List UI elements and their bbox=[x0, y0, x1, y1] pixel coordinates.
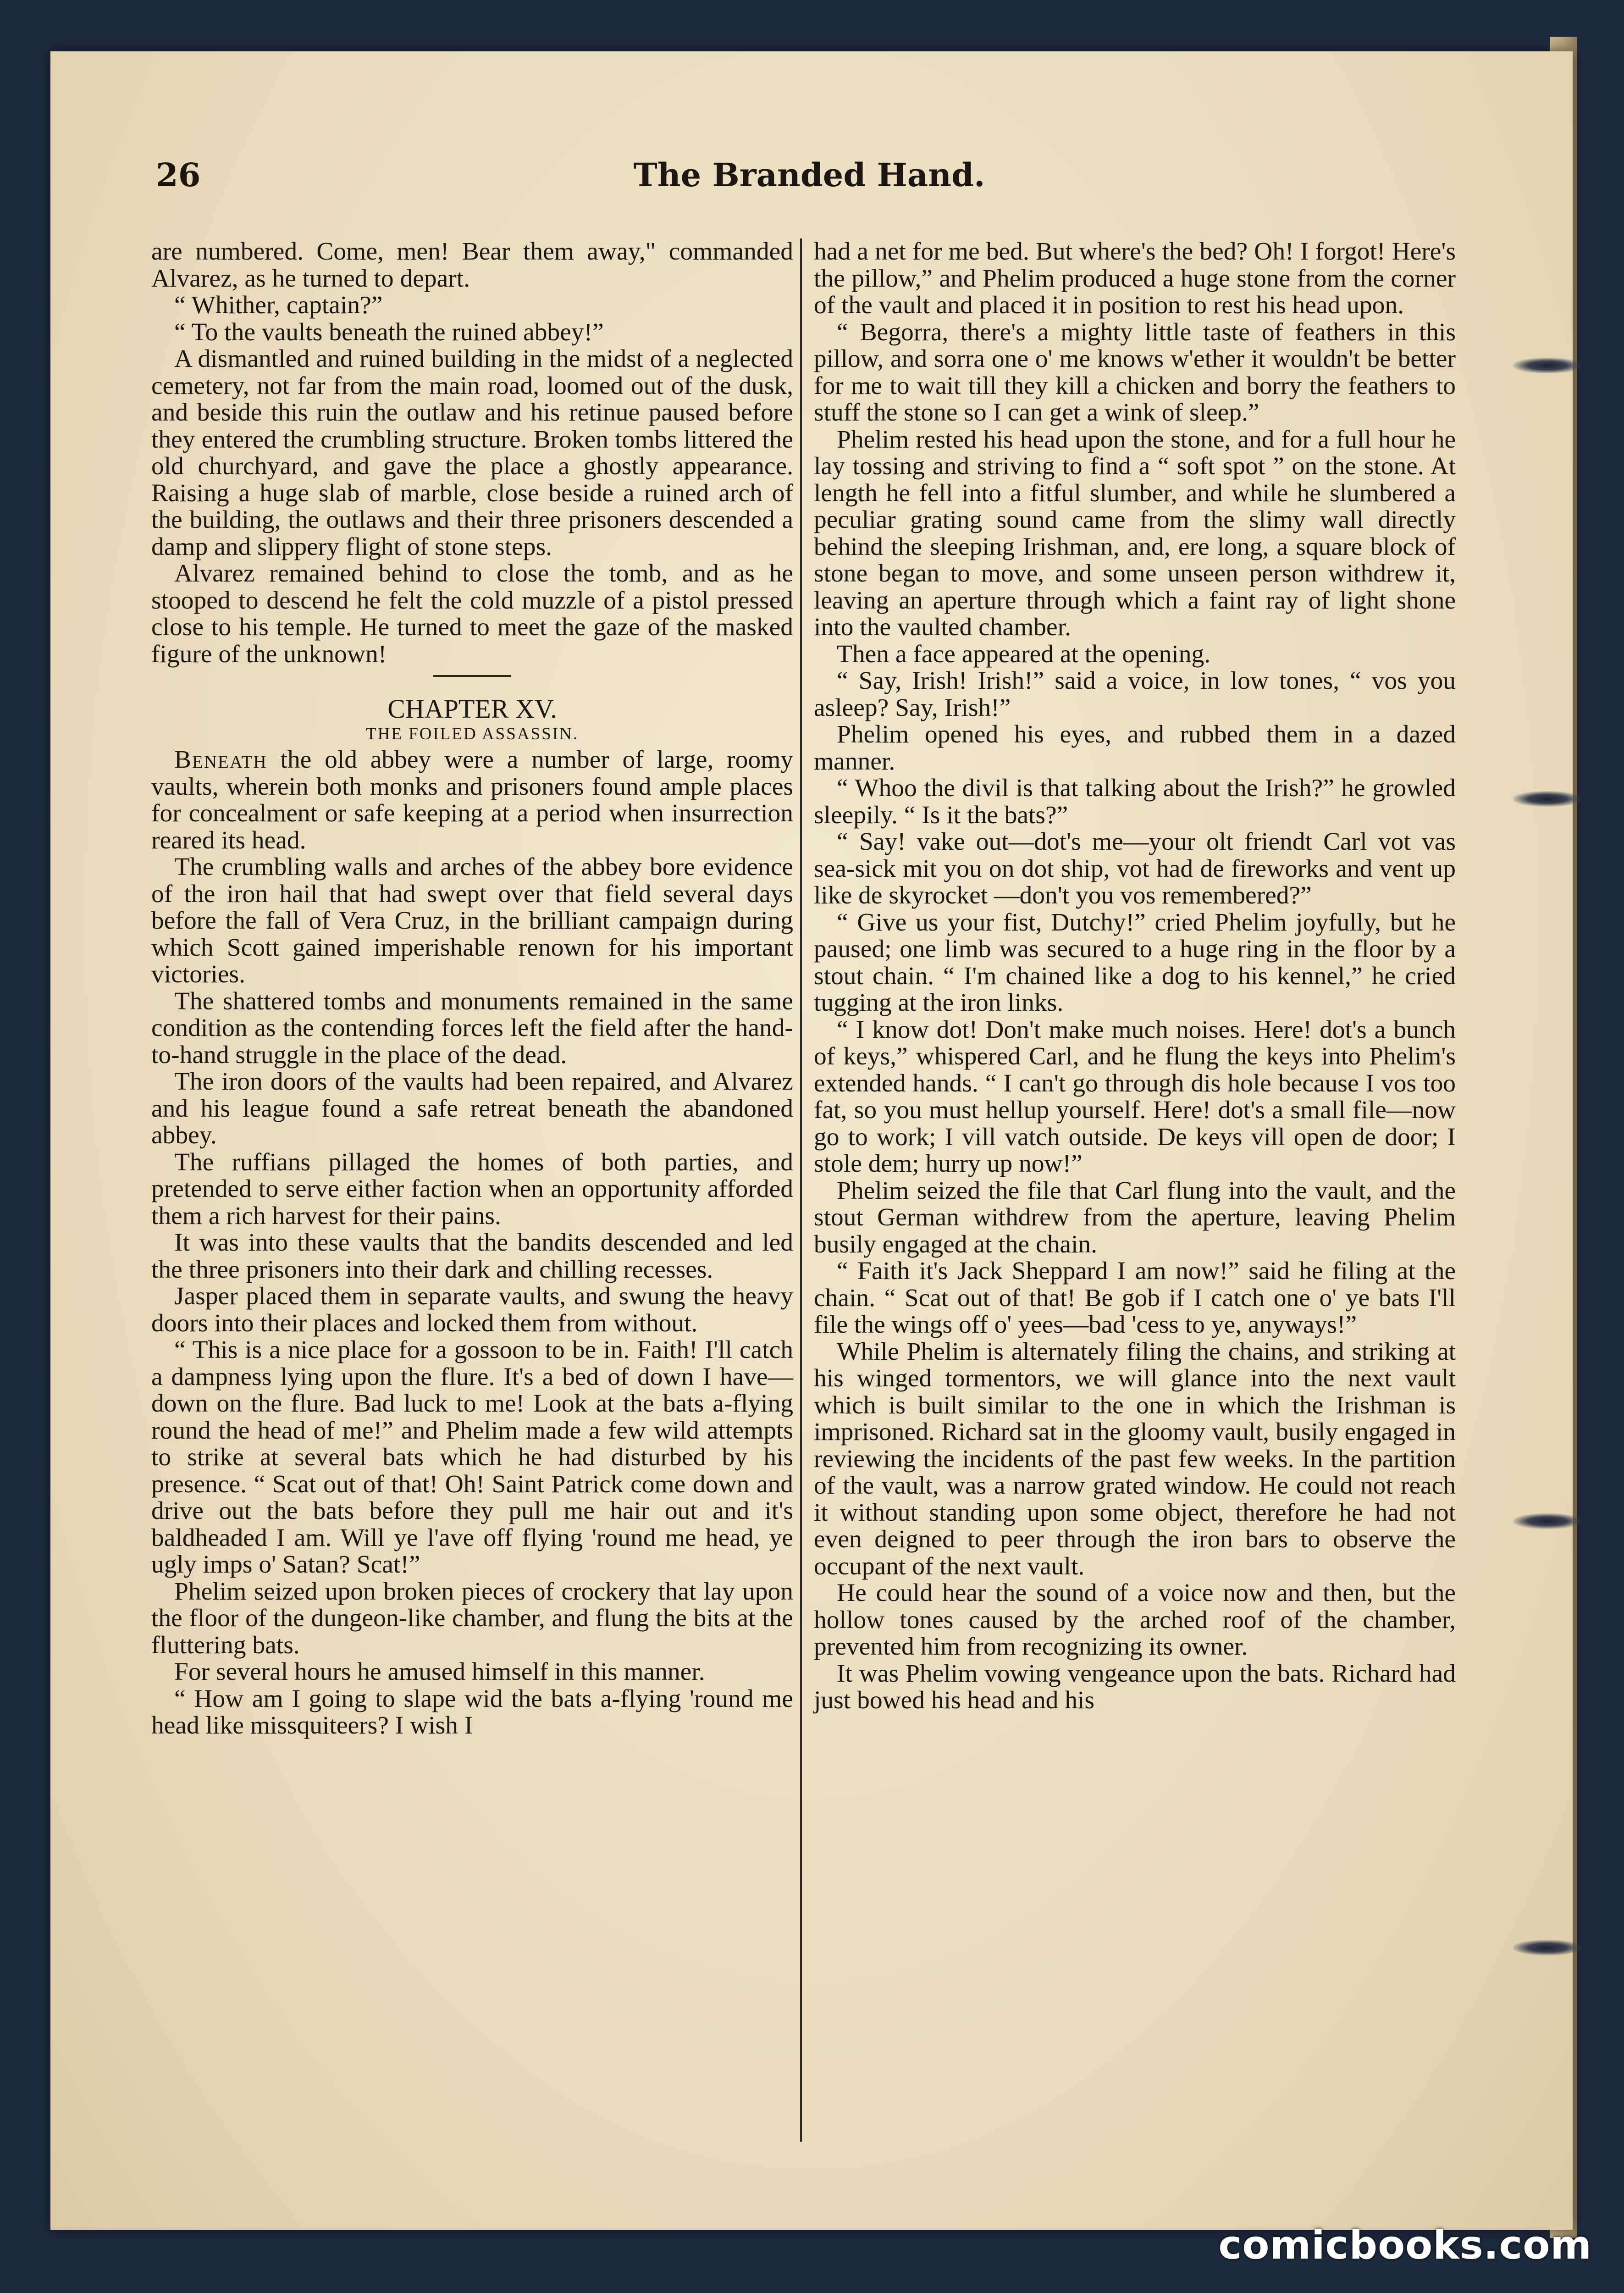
paragraph bbox=[151, 747, 793, 854]
paragraph: It was Phelim vowing vengeance upon the bats. Richard had just bowed his head and his bbox=[814, 1659, 1456, 1714]
paragraph: The ruffians pillaged the homes of both parties, and pretended to serve either faction when an opportunity afforded them a rich harvest for their pains. bbox=[151, 1148, 793, 1230]
paragraph: “ Say! vake out—dot's me—your olt friendt Carl vot vas sea-sick mit you on dot ship, vot had de fireworks and vent up like de skyrocket —don't you vos remembered?” bbox=[814, 828, 1456, 909]
chapter-divider-rule bbox=[433, 675, 511, 677]
paragraph: For several hours he amused himself in this manner. bbox=[174, 1658, 705, 1686]
paragraph: “ Whither, captain?” bbox=[174, 291, 383, 319]
paragraph: The shattered tombs and monuments remained in the same condition as the contending forces left the field after the hand-to-hand struggle in the place of the dead. bbox=[151, 987, 793, 1069]
paragraph: Jasper placed them in separate vaults, and swung the heavy doors into their places and locked them from without. bbox=[151, 1282, 793, 1337]
paragraph: had a net for me bed. But where's the bed? Oh! I forgot! Here's the pillow,” and Phelim produced a huge stone from the corner of the vault and placed it in position to rest his head upon. bbox=[814, 238, 1456, 319]
paragraph: He could hear the sound of a voice now and then, but the hollow tones caused by the arched roof of the chamber, prevented him from recognizing its owner. bbox=[814, 1579, 1456, 1661]
paragraph: Phelim opened his eyes, and rubbed them in a dazed manner. bbox=[814, 720, 1456, 775]
paragraph: “ Faith it's Jack Sheppard I am now!” said he filing at the chain. “ Scat out of that! Be gob if I catch one o' ye bats I'll file the wings off o' yees—bad 'cess to ye, anyways!” bbox=[814, 1257, 1456, 1339]
paragraph: A dismantled and ruined building in the midst of a neglected cemetery, not far from the main road, loomed out of the dusk, and beside this ruin the outlaw and his retinue paused before they entered the crumbling structure. Broken tombs littered the old churchyard, and gave the place a ghostly appearance. Raising a huge slab of marble, close beside a ruined arch of the building, the outlaws and their three prisoners descended a damp and slippery flight of stone steps. bbox=[151, 345, 793, 561]
binding-staple bbox=[1513, 1940, 1582, 1955]
paragraph: “ Whoo the divil is that talking about the Irish?” he growled sleepily. “ Is it the bats?” bbox=[814, 774, 1456, 829]
paragraph: are numbered. Come, men! Bear them away," commanded Alvarez, as he turned to depart. bbox=[151, 238, 793, 293]
binding-staple bbox=[1513, 791, 1582, 807]
binding-staple bbox=[1513, 358, 1582, 373]
paragraph: Alvarez remained behind to close the tomb, and as he stooped to descend he felt the cold muzzle of a pistol pressed close to his temple. He turned to meet the gaze of the masked figure of the unknown! bbox=[151, 559, 793, 668]
paragraph: It was into these vaults that the bandits descended and led the three prisoners into their dark and chilling recesses. bbox=[151, 1229, 793, 1284]
left-column bbox=[151, 238, 793, 2142]
running-title: The Branded Hand. bbox=[633, 156, 985, 194]
column-divider bbox=[800, 238, 802, 2142]
paragraph: Phelim seized the file that Carl flung into the vault, and the stout German withdrew from the aperture, leaving Phelim busily engaged at the chain. bbox=[814, 1176, 1456, 1258]
paragraph: “ Say, Irish! Irish!” said a voice, in low tones, “ vos you asleep? Say, Irish!” bbox=[814, 667, 1456, 722]
paragraph-text: the old abbey were a number of large, roomy vaults, wherein both monks and prisoners found ample places for concealment or safe keeping at a period when insurrection reared its head. bbox=[151, 746, 793, 854]
paragraph: “ Give us your fist, Dutchy!” cried Phelim joyfully, but he paused; one limb was secured to a huge ring in the floor by a stout chain. “ I'm chained like a dog to his kennel,” he cried tugging at the iron links. bbox=[814, 908, 1456, 1017]
chapter-subtitle: THE FOILED ASSASSIN. bbox=[366, 725, 579, 743]
paragraph: Phelim seized upon broken pieces of crockery that lay upon the floor of the dungeon-like chamber, and flung the bits at the fluttering bats. bbox=[151, 1577, 793, 1659]
paragraph: While Phelim is alternately filing the chains, and striking at his winged tormentors, we will glance into the next vault which is built similar to the one in which the Irishman is imprisoned. Richard sat in the gloomy vault, busily engaged in reviewing the incidents of the past few weeks. In the partition of the vault, was a narrow grated window. He could not reach it without standing upon some object, therefore he had not even deigned to peer through the iron bars to observe the occupant of the next vault. bbox=[814, 1337, 1456, 1580]
binding-staple bbox=[1513, 1513, 1582, 1529]
paragraph: Then a face appeared at the opening. bbox=[837, 640, 1211, 668]
paragraph: “ To the vaults beneath the ruined abbey!” bbox=[174, 318, 604, 346]
chapter-heading: CHAPTER XV. bbox=[387, 694, 557, 724]
paragraph: “ Begorra, there's a mighty little taste of feathers in this pillow, and sorra one o' me knows w'ether it wouldn't be better for me to wait till they kill a chicken and borry the feathers to stuff the stone so I can get a wink of sleep.” bbox=[814, 318, 1456, 426]
paragraph: The iron doors of the vaults had been repaired, and Alvarez and his league found a safe retreat beneath the abandoned abbey. bbox=[151, 1068, 793, 1149]
paragraph: The crumbling walls and arches of the abbey bore evidence of the iron hail that had swept over that field several days before the fall of Vera Cruz, in the brilliant campaign during which Scott gained imperishable renown for his important victories. bbox=[151, 853, 793, 988]
page-number: 26 bbox=[156, 156, 201, 194]
page-header bbox=[110, 156, 1508, 211]
right-column bbox=[814, 238, 1456, 2142]
paragraph: “ I know dot! Don't make much noises. Here! dot's a bunch of keys,” whispered Carl, and he flung the keys into Phelim's extended hands. “ I can't go through dis hole because I vos too fat, so you must hellup yourself. Here! dot's a small file—now go to work; I vill vatch outside. De keys vill open de door; I stole dem; hurry up now!” bbox=[814, 1015, 1456, 1178]
chapter-lead-word: Beneath bbox=[174, 746, 267, 774]
paragraph: “ This is a nice place for a gossoon to be in. Faith! I'll catch a dampness lying upon the flure. It's a bed of down I have—down on the flure. Bad luck to me! Look at the bats a-flying round the head of me!” and Phelim made a few wild attempts to strike at several bats which he had disturbed by his presence. “ Scat out of that! Oh! Saint Patrick come down and drive out the bats before they pull me hair out and it's baldheaded I am. Will ye l'ave off flying 'round me head, ye ugly imps o' Satan? Scat!” bbox=[151, 1336, 793, 1579]
paragraph: Phelim rested his head upon the stone, and for a full hour he lay tossing and striving to find a “ soft spot ” on the stone. At length he fell into a fitful slumber, and while he slumbered a peculiar grating sound came from the slimy wall directly behind the sleeping Irishman, and, ere long, a square block of stone began to move, and some unseen person withdrew it, leaving an aperture through which a faint ray of light shone into the vaulted chamber. bbox=[814, 425, 1456, 641]
paragraph: “ How am I going to slape wid the bats a-flying 'round me head like missquiteers? I wish I bbox=[151, 1684, 793, 1739]
site-watermark: comicbooks.com bbox=[1218, 2222, 1592, 2268]
